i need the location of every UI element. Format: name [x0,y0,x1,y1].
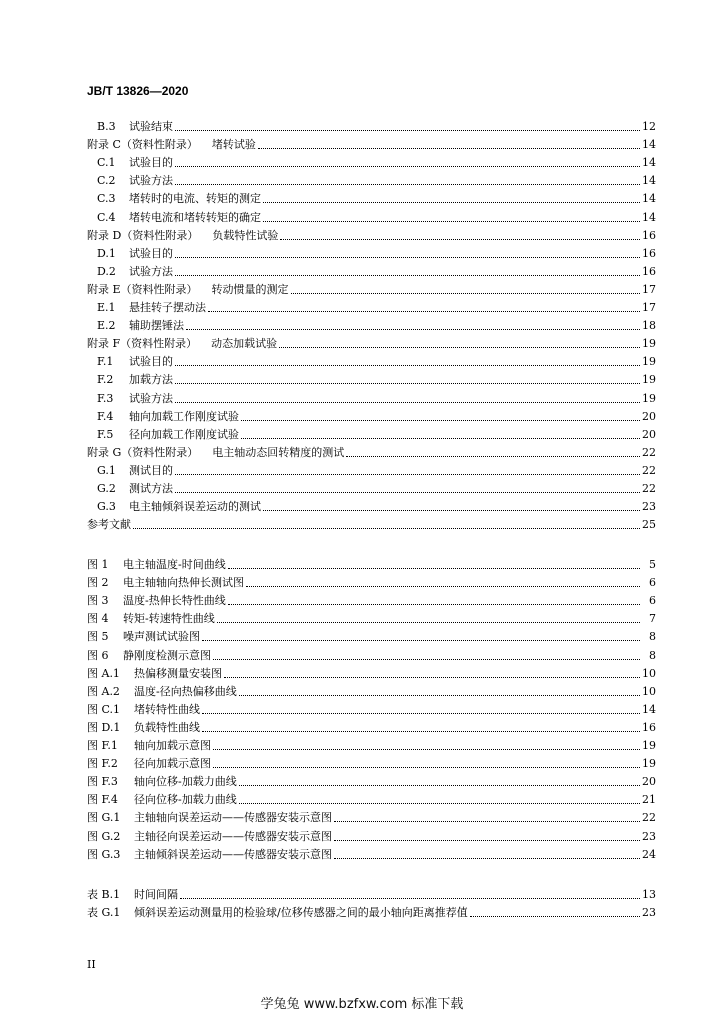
toc-entry-page: 18 [642,319,656,333]
toc-entry-code: E.1 [97,301,116,315]
toc-entry-page: 14 [642,192,656,206]
toc-entry-code: 图 A.2 [87,684,120,698]
toc-entry[interactable] [87,663,656,681]
toc-entry-page: 22 [642,811,656,825]
toc-entry-title: 堵转试验 [211,138,256,152]
toc-entry-title: 轴向位移-加载力曲线 [134,775,237,789]
toc-entry-code: F.4 [97,409,114,423]
toc-entry-title: 试验方法 [129,174,173,188]
toc-entry[interactable] [87,884,656,902]
toc-entry[interactable] [87,116,656,134]
toc-leader-dots [239,785,640,786]
toc-entry-title: 悬挂转子摆动法 [129,301,206,315]
toc-entry-code: 表 B.1 [87,888,121,902]
toc-entry-page: 13 [642,888,656,902]
toc-entry[interactable] [87,225,656,243]
toc-entry-page: 14 [642,156,656,170]
toc-leader-dots [175,383,640,384]
toc-entry-title: 径向加载示意图 [134,757,211,771]
toc-leader-dots [175,184,640,185]
toc-entry-page: 14 [642,138,656,152]
toc-entry-title: 试验目的 [129,246,173,260]
toc-entry-code: 附录 F（资料性附录） [87,337,198,351]
watermark-text: 学兔兔 www.bzfxw.com 标准下载 [260,997,464,1012]
toc-leader-dots [175,130,640,131]
toc-entry-page: 14 [642,210,656,224]
toc-entry[interactable] [87,351,656,369]
toc-entry[interactable] [87,554,656,572]
toc-leader-dots [213,767,640,768]
toc-entry-code: D.2 [97,264,116,278]
toc-leader-dots [202,731,640,732]
toc-entry-code: 表 G.1 [87,906,121,920]
toc-leader-dots [202,713,640,714]
toc-entry-code: C.3 [97,192,116,206]
toc-entry-page: 7 [649,612,656,626]
toc-entry[interactable] [87,460,656,478]
toc-entry[interactable] [87,608,656,626]
toc-entry[interactable] [87,844,656,862]
toc-entry-code: G.1 [97,463,116,477]
toc-entry-code: C.1 [97,156,116,170]
toc-entry-code: 图 G.1 [87,811,121,825]
toc-leader-dots [279,347,640,348]
toc-entry-page: 10 [642,666,656,680]
document-id: JB/T 13826—2020 [87,84,189,98]
toc-entry[interactable] [87,315,656,333]
toc-leader-dots [217,622,640,623]
toc-entry[interactable] [87,442,656,460]
toc-leader-dots [228,568,640,569]
toc-entry[interactable] [87,424,656,442]
toc-entry-page: 19 [642,355,656,369]
toc-entry[interactable] [87,406,656,424]
toc-entry-title: 堵转特性曲线 [134,702,200,716]
toc-leader-dots [175,474,640,475]
toc-entry-title: 电主轴轴向热伸长测试图 [123,576,244,590]
toc-entry-code: C.2 [97,174,116,188]
toc-entry-title: 测试目的 [129,463,173,477]
toc-entry[interactable] [87,243,656,261]
toc-entry-code: 图 A.1 [87,666,120,680]
toc-entry-title: 转矩-转速特性曲线 [123,612,215,626]
toc-entry-title: 堵转电流和堵转转矩的确定 [129,210,261,224]
toc-entry-page: 19 [642,739,656,753]
toc-entry-code: 图 D.1 [87,720,121,734]
toc-entry-page: 19 [642,337,656,351]
toc-entry[interactable] [87,152,656,170]
toc-entry[interactable] [87,514,656,532]
toc-entry-title: 负载特性试验 [212,228,279,242]
toc-leader-dots [186,329,640,330]
toc-entry-code: B.3 [97,120,116,134]
toc-entry[interactable] [87,387,656,405]
toc-entry-page: 16 [642,228,656,242]
toc-entry-code: 图 C.1 [87,702,121,716]
toc-entry-page: 21 [642,793,656,807]
toc-entry-page: 12 [642,120,656,134]
toc-tables [87,884,656,920]
toc-entry[interactable] [87,771,656,789]
toc-entry-code: 图 F.1 [87,739,118,753]
toc-leader-dots [175,402,640,403]
toc-entry[interactable] [87,170,656,188]
toc-entry[interactable] [87,902,656,920]
toc-entry[interactable] [87,699,656,717]
toc-entry[interactable] [87,333,656,351]
toc-entry-title: 径向加载工作刚度试验 [129,427,239,441]
toc-leader-dots [239,695,640,696]
toc-entry-page: 16 [642,720,656,734]
toc-leader-dots [133,528,640,529]
toc-sections [87,116,656,532]
toc-leader-dots [202,640,640,641]
toc-entry-code: 图 4 [87,612,109,626]
toc-entry[interactable] [87,825,656,843]
toc-leader-dots [258,148,640,149]
toc-entry[interactable] [87,188,656,206]
toc-entry-title: 径向位移-加载力曲线 [134,793,237,807]
toc-entry-page: 10 [642,684,656,698]
toc-entry-page: 23 [642,829,656,843]
toc-entry-page: 8 [649,630,656,644]
toc-leader-dots [180,898,640,899]
toc-leader-dots [263,510,640,511]
toc-entry-title: 试验方法 [129,391,173,405]
toc-entry[interactable] [87,572,656,590]
toc-entry[interactable] [87,369,656,387]
toc-entry-title: 轴向加载工作刚度试验 [129,409,239,423]
toc-entry[interactable] [87,590,656,608]
toc-leader-dots [175,365,640,366]
toc-entry-page: 14 [642,702,656,716]
toc-entry-code: 图 6 [87,648,109,662]
toc-entry[interactable] [87,753,656,771]
toc-entry-page: 17 [642,282,656,296]
toc-entry-code: E.2 [97,319,116,333]
toc-entry-page: 17 [642,301,656,315]
toc-entry-title: 时间间隔 [134,888,178,902]
toc-entry-title: 倾斜误差运动测量用的检验球/位移传感器之间的最小轴向距离推荐值 [134,906,468,920]
toc-entry-page: 20 [642,427,656,441]
toc-entry-title: 试验目的 [129,156,173,170]
toc-entry-page: 16 [642,246,656,260]
toc-entry-title: 电主轴动态回转精度的测试 [212,445,345,459]
toc-entry-page: 20 [642,409,656,423]
toc-entry-title: 电主轴温度-时间曲线 [123,558,226,572]
toc-entry-page: 8 [649,648,656,662]
toc-entry-code: F.1 [97,355,114,369]
toc-leader-dots [334,840,640,841]
toc-entry-page: 25 [642,518,656,532]
toc-entry-code: F.3 [97,391,114,405]
toc-entry-page: 6 [649,576,656,590]
toc-entry[interactable] [87,134,656,152]
toc-entry-title: 试验结束 [129,120,173,134]
toc-entry-title: 参考文献 [87,518,131,532]
toc-leader-dots [213,749,640,750]
toc-entry-title: 热偏移测量安装图 [134,666,222,680]
toc-entry[interactable] [87,717,656,735]
toc-entry-page: 23 [642,500,656,514]
toc-entry[interactable] [87,644,656,662]
toc-leader-dots [175,166,640,167]
toc-leader-dots [346,456,640,457]
toc-entry-page: 23 [642,906,656,920]
toc-entry-code: 图 F.4 [87,793,118,807]
toc-leader-dots [239,803,640,804]
toc-entry[interactable] [87,206,656,224]
toc-leader-dots [291,293,640,294]
toc-entry-code: 图 F.2 [87,757,118,771]
page-number-roman: II [87,958,96,971]
toc-entry[interactable] [87,681,656,699]
toc-entry-title: 试验目的 [129,355,173,369]
toc-leader-dots [334,858,640,859]
toc-entry-code: G.2 [97,481,116,495]
toc-entry-title: 堵转时的电流、转矩的测定 [129,192,261,206]
toc-entry-code: D.1 [97,246,116,260]
toc-entry-page: 19 [642,757,656,771]
toc-entry-code: 图 1 [87,558,109,572]
toc-entry-code: F.5 [97,427,114,441]
toc-leader-dots [241,420,640,421]
toc-entry[interactable] [87,297,656,315]
toc-leader-dots [208,311,640,312]
toc-entry-title: 测试方法 [129,481,173,495]
toc-entry[interactable] [87,789,656,807]
toc-entry-page: 20 [642,775,656,789]
toc-leader-dots [213,659,640,660]
toc-leader-dots [175,275,640,276]
toc-entry-title: 温度-径向热偏移曲线 [134,684,237,698]
toc-entry-code: 图 G.2 [87,829,121,843]
toc-figures [87,554,656,862]
toc-leader-dots [228,604,640,605]
toc-entry-title: 转动惯量的测定 [211,282,289,296]
toc-entry-title: 负载特性曲线 [134,720,200,734]
toc-entry-page: 16 [642,264,656,278]
toc-leader-dots [280,239,640,240]
toc-entry-code: 图 5 [87,630,109,644]
toc-entry-page: 6 [649,594,656,608]
toc-entry-title: 主轴轴向误差运动——传感器安装示意图 [134,811,332,825]
toc-entry[interactable] [87,261,656,279]
toc-entry-code: 图 G.3 [87,847,121,861]
toc-entry-code: 附录 C（资料性附录） [87,138,198,152]
toc-entry-title: 辅助摆锤法 [129,319,184,333]
toc-leader-dots [334,821,640,822]
toc-entry-page: 24 [642,847,656,861]
toc-leader-dots [175,257,640,258]
toc-entry-code: 图 3 [87,594,109,608]
toc-entry-code: 图 F.3 [87,775,118,789]
toc-entry-page: 22 [642,445,656,459]
toc-entry[interactable] [87,807,656,825]
toc-entry[interactable] [87,478,656,496]
toc-entry[interactable] [87,496,656,514]
toc-entry-code: 附录 D（资料性附录） [87,228,199,242]
toc-leader-dots [175,492,640,493]
toc-leader-dots [241,438,640,439]
toc-entry-page: 19 [642,391,656,405]
toc-entry-title: 温度-热伸长特性曲线 [123,594,226,608]
toc-entry-code: 图 2 [87,576,109,590]
toc-entry-code: G.3 [97,500,116,514]
toc-leader-dots [246,586,640,587]
toc-entry-page: 19 [642,373,656,387]
toc-entry[interactable] [87,735,656,753]
toc-entry-title: 动态加载试验 [211,337,278,351]
toc-leader-dots [263,202,640,203]
toc-entry-title: 静刚度检测示意图 [123,648,211,662]
toc-entry-page: 22 [642,463,656,477]
toc-entry-code: 附录 E（资料性附录） [87,282,198,296]
toc-entry-title: 电主轴倾斜误差运动的测试 [129,500,261,514]
toc-entry-title: 加载方法 [129,373,173,387]
toc-entry-code: C.4 [97,210,116,224]
toc-entry-title: 试验方法 [129,264,173,278]
toc-leader-dots [470,916,640,917]
toc-entry[interactable] [87,626,656,644]
toc-entry-code: 附录 G（资料性附录） [87,445,199,459]
toc-leader-dots [224,677,640,678]
toc-entry-code: F.2 [97,373,114,387]
toc-entry-title: 主轴倾斜误差运动——传感器安装示意图 [134,847,332,861]
toc-entry-title: 噪声测试试验图 [123,630,200,644]
toc-entry-page: 14 [642,174,656,188]
toc-entry-title: 轴向加载示意图 [134,739,211,753]
toc-entry-page: 22 [642,481,656,495]
toc-entry-title: 主轴径向误差运动——传感器安装示意图 [134,829,332,843]
toc-entry-page: 5 [649,558,656,572]
toc-leader-dots [263,221,640,222]
toc-entry[interactable] [87,279,656,297]
